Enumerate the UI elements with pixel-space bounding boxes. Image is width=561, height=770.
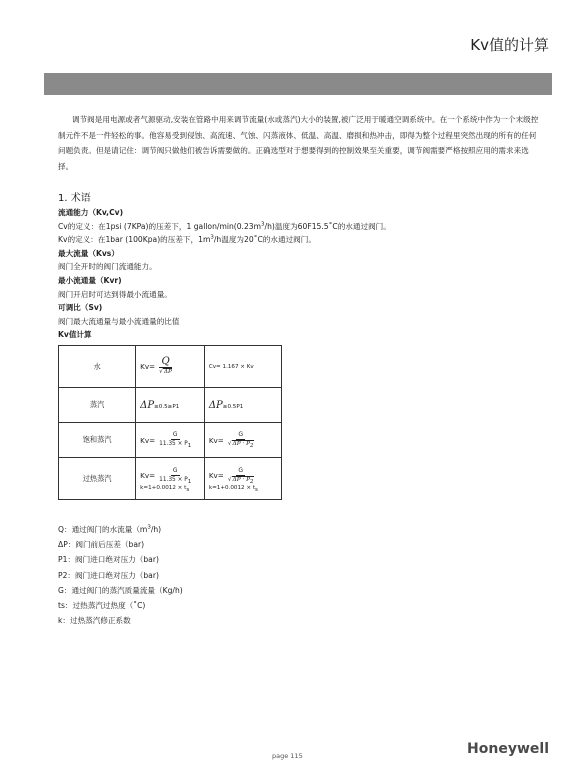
def-q (58, 522, 183, 537)
section-heading: 1. 术语 (58, 193, 91, 204)
variable-definitions (58, 522, 183, 628)
sat-numerator-2: G (238, 431, 244, 438)
steam-cond-1: ≥0.5≥P1 (154, 403, 180, 410)
water-fraction (157, 356, 174, 377)
cv-definition (58, 220, 538, 234)
sat-numerator-1: G (172, 431, 178, 438)
super-k2-text: k=1+0.0012 × t (208, 484, 256, 491)
super-denominator-1 (157, 476, 193, 485)
sat-denominator-2: $√\Delta P \cdot P_2$ (227, 441, 254, 450)
sat-den1-text: 11.35 × P (159, 441, 188, 447)
table-row-water (59, 346, 282, 388)
steam-dp-1: ΔP (140, 399, 155, 411)
super-steam-formula-2 (204, 458, 281, 500)
intro-paragraph (58, 112, 542, 174)
def-q-sup: 3 (147, 524, 151, 531)
honeywell-logo: Honeywell (467, 741, 549, 757)
intro-text: 调节阀是用电源或者气源驱动,安装在管路中用来调节流量(水或蒸汽)大小的装置,被广泛用于暖通空调系统中。在一个系统中作为一个末级控制元件不是一件轻松的事。他容易受到侵蚀、高流速、气蚀、闪蒸液体、低温、高温、磨损和热冲击，即得为整个过程里突然出现的所有的任何问题负责。但是请记住：调节阀只做他们被告诉需要做的。正确选型对于想要得到的控制效果至关重要，调节阀需要严格按照应用的需求来选择。 (58, 115, 539, 171)
def-k: k：过热蒸汽修正系数 (58, 616, 131, 626)
water-kv-formula (136, 346, 205, 388)
sat-fraction-2 (226, 431, 256, 449)
medium-water: 水 (59, 346, 136, 388)
sat-den1-sub: 1 (187, 443, 192, 450)
def-dp: ΔP：阀门前后压差（bar) (58, 540, 145, 550)
table-row-superheated-steam (59, 458, 282, 500)
min-flow-title: 最小流通量（Kvr) (58, 275, 122, 285)
sat-den2-text: ΔP · P (232, 441, 251, 447)
def-ts: ts：过热蒸汽过热度（˚C) (58, 601, 146, 611)
sat-den2-wrap (232, 440, 254, 450)
max-flow-title: 最大流量（Kvs） (58, 248, 119, 258)
sat-kv-label-1: Kv= (140, 435, 156, 445)
super-fraction-2 (226, 467, 256, 485)
max-flow-desc: 阀门全开时的阀门流通能力。 (58, 262, 157, 272)
super-steam-formula-1 (136, 458, 205, 500)
water-kv-label: Kv= (140, 362, 156, 371)
rangeability-desc: 阀门最大流通量与最小流通量的比值 (58, 316, 180, 326)
cv-def-text-b: /h)温度为60F15.5˚C的水通过阀门。 (264, 221, 391, 231)
flow-capacity-title: 流通能力（Kv,Cv) (58, 208, 124, 217)
super-den1-text: 11.35 × P (159, 476, 188, 483)
def-p2: P2：阀门进口绝对压力（bar) (58, 570, 159, 580)
water-numerator: Q (161, 356, 170, 367)
super-denominator-2: $√\Delta P \cdot P_2$ (227, 476, 254, 485)
sat-den2-sub: 2 (250, 443, 254, 450)
def-p1: P1：阀门进口绝对压力（bar) (58, 555, 159, 565)
def-q-b: /h) (150, 525, 162, 534)
medium-superheated-steam: 过热蒸汽 (59, 458, 136, 500)
super-kv-label-2: Kv= (208, 471, 224, 480)
super-kv-label-1: Kv= (140, 471, 156, 480)
super-den1-sub: 1 (187, 478, 192, 485)
kv-def-text-b: /h温度为20˚C的水通过阀门。 (213, 235, 316, 245)
rangeability-title: 可调比（Sv) (58, 303, 103, 313)
super-den2-wrap (232, 476, 254, 483)
def-q-a: Q：通过阀门的水流量（m (58, 525, 148, 534)
kv-formula-table (58, 345, 282, 500)
steam-cond-2: ≥0.5P1 (222, 403, 244, 410)
super-k2-sub: s (255, 486, 258, 493)
sat-kv-label-2: Kv= (208, 435, 224, 445)
medium-saturated-steam: 饱和蒸汽 (59, 423, 136, 458)
kv-def-sup: 3 (210, 234, 214, 241)
steam-condition-2 (204, 388, 281, 423)
water-cv-formula: Cv= 1.167 × Kv (204, 346, 281, 388)
table-row-saturated-steam (59, 423, 282, 458)
kv-definition (58, 233, 538, 247)
water-denominator-dp: ΔP (163, 369, 172, 375)
cv-def-text-a: Cv的定义：在1psi (7KPa)的压差下，1 gallon/min(0.23m (58, 221, 262, 231)
terms-list (58, 206, 538, 342)
super-den2-text: ΔP · P (232, 476, 251, 483)
sat-denominator-1 (157, 440, 193, 449)
super-numerator-1: G (172, 466, 178, 474)
super-numerator-2: G (238, 466, 244, 474)
super-k1-sub: s (186, 486, 190, 493)
page-number: page 115 (272, 752, 303, 760)
steam-dp-2: ΔP (208, 399, 223, 411)
super-fraction-1 (157, 467, 193, 485)
page-title: Kv值的计算 (470, 36, 549, 54)
def-g: G：通过阀门的蒸汽质量流量（Kg/h) (58, 585, 183, 595)
super-den2-sub: 2 (250, 478, 254, 485)
cv-def-sup: 3 (261, 221, 265, 228)
kv-def-text-a: Kv的定义：在1bar (100Kpa)的压差下，1m (58, 235, 211, 245)
kv-calc-title: Kv值计算 (58, 330, 92, 340)
super-k1-text: k=1+0.0012 × t (140, 484, 187, 491)
super-k-formula-2 (209, 485, 277, 491)
sat-fraction-1 (157, 431, 193, 449)
medium-steam: 蒸汽 (59, 388, 136, 423)
min-flow-desc: 阀门开启时可达到得最小流通量。 (58, 289, 172, 299)
sat-steam-formula-1 (136, 423, 205, 458)
water-denominator: √ΔP (159, 369, 172, 375)
steam-condition-1 (136, 388, 205, 423)
table-row-steam (59, 388, 282, 423)
header-divider-bar (44, 73, 552, 95)
super-k-formula-1 (140, 485, 200, 491)
sat-steam-formula-2 (204, 423, 281, 458)
